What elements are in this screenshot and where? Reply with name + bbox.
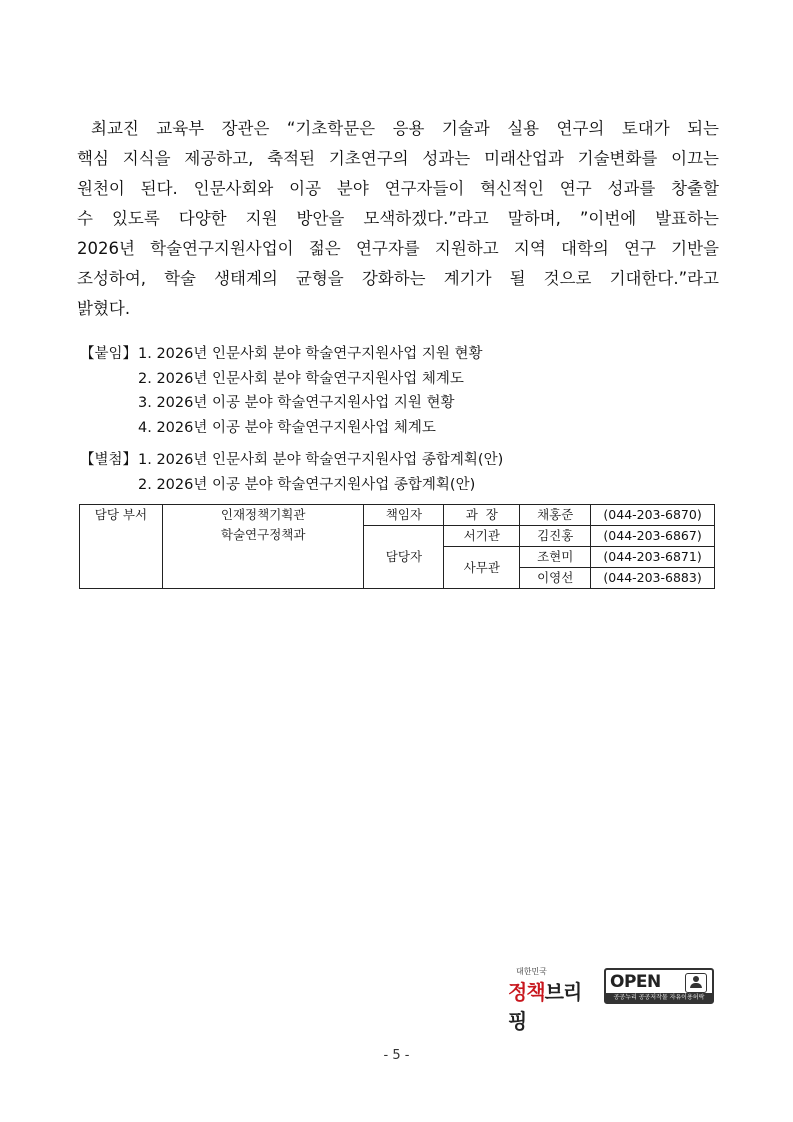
briefing-red-text: 정책 [508,980,545,1004]
separate-text: 2026년 인문사회 분야 학술연구지원사업 종합계획(안) [156,452,504,468]
paragraph-line: 조성하여, 학술 생태계의 균형을 강화하는 계기가 될 것으로 기대한다.”라고 [77,269,719,288]
briefing-small-text: 대한민국 [516,967,547,976]
separate-attachment-list [80,448,720,497]
name-cell: 이영선 [520,568,591,589]
staff-label-cell: 담당자 [364,526,444,589]
footer-logos [508,966,714,1033]
separate-tag: 【별첨】 [80,452,138,468]
open-label: OPEN [610,972,661,992]
table-row [80,505,715,526]
attachment-item [80,416,720,441]
page-number: - 5 - [383,1048,410,1063]
name-cell: 채홍준 [520,505,591,526]
open-sub-text: 공공누리 공공저작물 자유이용허락 [606,993,712,1002]
dept-label-cell: 담당 부서 [80,505,163,589]
dept-line: 학술연구정책과 [220,527,306,542]
attachment-item [80,367,720,392]
briefing-text: 브리핑 [508,980,582,1033]
paragraph-line: 최교진 교육부 장관은 “기초학문은 응용 기술과 실용 연구의 토대가 되는 [91,119,719,138]
position-cell: 과 장 [444,505,520,526]
paragraph-line: 원천이 된다. 인문사회와 이공 분야 연구자들이 혁신적인 연구 성과를 창출할 [77,179,719,198]
separate-item [80,473,720,498]
kogl-open-logo [604,968,714,1004]
attachment-item [80,391,720,416]
position-cell: 사무관 [444,547,520,589]
attachment-text: 2026년 인문사회 분야 학술연구지원사업 체계도 [156,370,464,387]
attachment-number: 2. [138,370,152,387]
separate-number: 2. [138,476,152,493]
dept-line: 인재정책기획관 [220,507,306,522]
paragraph-line: 밝혔다. [77,299,131,318]
attachment-number: 1. [138,346,152,362]
attachment-list [80,342,720,440]
attachment-text: 2026년 인문사회 분야 학술연구지원사업 지원 현황 [156,346,483,362]
responsible-label-cell: 책임자 [364,505,444,526]
separate-item [80,448,720,473]
attachment-number: 3. [138,395,152,411]
quote-paragraph [77,114,719,324]
policy-briefing-logo [508,966,596,1033]
phone-cell: (044-203-6870) [591,505,715,526]
attachment-text: 2026년 이공 분야 학술연구지원사업 체계도 [156,419,436,436]
attachment-item [80,342,720,367]
name-cell: 김진홍 [520,526,591,547]
position-cell: 서기관 [444,526,520,547]
attachment-text: 2026년 이공 분야 학술연구지원사업 지원 현황 [156,395,455,411]
phone-cell: (044-203-6867) [591,526,715,547]
person-icon [685,973,707,993]
phone-cell: (044-203-6871) [591,547,715,568]
paragraph-line: 핵심 지식을 제공하고, 축적된 기초연구의 성과는 미래산업과 기술변화를 이끄는 [77,149,719,168]
paragraph-line: 2026년 학술연구지원사업이 젊은 연구자를 지원하고 지역 대학의 연구 기반을 [77,239,719,258]
separate-text: 2026년 이공 분야 학술연구지원사업 종합계획(안) [156,476,476,493]
dept-name-cell [162,505,364,589]
name-cell: 조현미 [520,547,591,568]
separate-number: 1. [138,452,152,468]
attachment-number: 4. [138,419,152,436]
paragraph-line: 수 있도록 다양한 지원 방안을 모색하겠다.”라고 말하며, ”이번에 발표하는 [77,209,719,228]
phone-cell: (044-203-6883) [591,568,715,589]
attachment-tag: 【붙임】 [80,346,138,362]
contact-table [79,504,715,589]
